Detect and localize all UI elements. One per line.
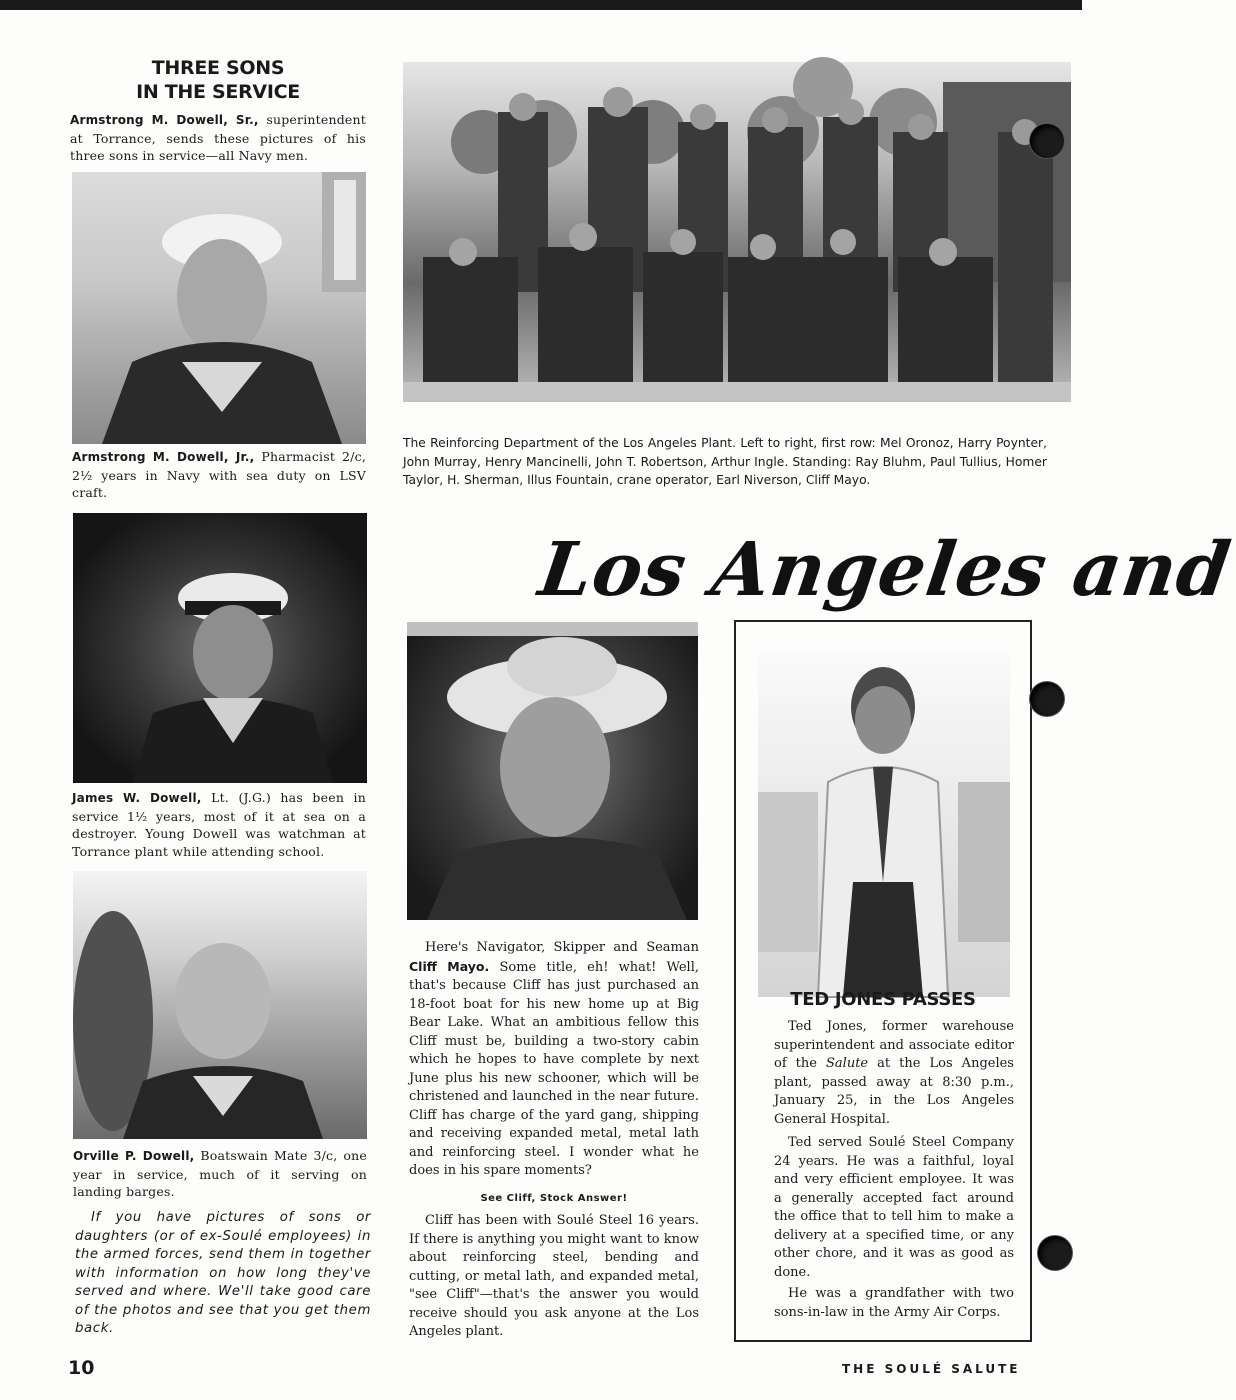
ted-jones-photo: [758, 652, 1010, 997]
cliff-lead-name: Cliff Mayo.: [409, 958, 490, 974]
armstrong-jr-caption: [72, 448, 366, 502]
armstrong-jr-photo: [72, 172, 366, 444]
intro-text: superintendent at Torrance, sends these pictures of his three sons in service—all Navy men.: [70, 112, 366, 163]
armstrong-jr-text: Pharmacist 2/c, 2½ years in Navy with sea duty on LSV craft.: [72, 449, 367, 500]
heading-line-2: IN THE SERVICE: [136, 81, 300, 103]
see-cliff-subhead: See Cliff, Stock Answer!: [480, 1193, 628, 1204]
group-photo-caption: The Reinforcing Department of the Los Angeles Plant. Left to right, first row: Mel Oronoz, Harry Poynter, John Murray, Henry Mancinelli, John T. Robertson, Arthur Ingle. Standing: Ray Bluhm, Paul Tullius, Homer Taylor, H. Sherman, Illus Fountain, crane operator, Earl Niverson, Cliff Mayo.: [403, 436, 1047, 487]
ted-jones-box: [734, 620, 1032, 1342]
james-text: Lt. (J.G.) has been in service 1½ years, most of it at sea on a destroyer. Young Dowell was watchman at Torrance plant while attending school.: [72, 790, 367, 859]
ted-paragraph-2: Ted served Soulé Steel Company 24 years. He was a faithful, loyal and very efficient employee. It was a generally accepted fact around the office that to tell him to make a delivery at a specified time, or any other chore, and it was as good as done.: [774, 1135, 1014, 1280]
cliff-mayo-photo: [407, 622, 698, 920]
orville-caption: [73, 1147, 367, 1201]
binder-hole-middle: [1030, 682, 1064, 716]
orville-name: Orville P. Dowell,: [73, 1149, 195, 1163]
ted-paragraph-1: [774, 1018, 1014, 1129]
binder-hole-top: [1030, 124, 1064, 158]
binder-hole-bottom: [1038, 1236, 1072, 1270]
cliff-lead-text: Here's Navigator, Skipper and Seaman: [425, 940, 699, 955]
ted-paragraph-1-b: at the Los Angeles plant, passed away at 8:30 p.m., January 25, in the Los Angeles General Hospital.: [774, 1056, 1014, 1127]
ted-paragraph-3: He was a grandfather with two sons-in-law in the Army Air Corps.: [774, 1286, 1014, 1320]
publication-masthead: THE SOULÉ SALUTE: [842, 1362, 1021, 1376]
ted-paragraph-1-a: Ted Jones, former warehouse superintendent and associate editor of the: [774, 1019, 1014, 1071]
orville-photo: [73, 871, 367, 1139]
three-sons-heading: [118, 56, 318, 104]
photo-request-note: If you have pictures of sons or daughters (or of ex-Soulé employees) in the armed forces, send them in together with information on how long they've served and where. We'll take good care of the photos and see that you get them back.: [75, 1210, 371, 1336]
cliff-paragraph-2: Cliff has been with Soulé Steel 16 years. If there is anything you might want to know about reinforcing steel, bending and cutting, or metal lath, and expanded metal, "see Cliff"—that's the answer you would receive should you ask anyone at the Los Angeles plant.: [409, 1213, 699, 1339]
page-number: 10: [68, 1357, 95, 1379]
salute-italic: Salute: [826, 1056, 869, 1071]
orville-text: Boatswain Mate 3/c, one year in service, much of it serving on landing barges.: [73, 1148, 367, 1199]
intro-paragraph: [70, 111, 366, 165]
cliff-paragraph-1-text: Some title, eh! what! Well, that's because Cliff has just purchased an 18-foot boat for his new home up at Big Bear Lake. What an ambitious fellow this Cliff must be, building a two-story cabin which he hopes to have complete by next June plus his new schooner, which will be christened and launched in the near future. Cliff has charge of the yard gang, shipping and receiving expanded metal, metal lath and reinforcing steel. I wonder what he does in his spare moments?: [409, 959, 700, 1178]
ted-jones-heading: TED JONES PASSES: [790, 989, 976, 1010]
armstrong-jr-name: Armstrong M. Dowell, Jr.,: [72, 450, 255, 464]
reinforcing-department-photo: [403, 62, 1071, 402]
intro-name: Armstrong M. Dowell, Sr.,: [70, 113, 259, 127]
top-edge-bar: [0, 0, 1082, 10]
heading-line-1: THREE SONS: [151, 57, 285, 79]
james-caption: [72, 789, 366, 860]
james-name: James W. Dowell,: [72, 791, 202, 805]
los-angeles-title: Los Angeles and: [533, 527, 1236, 613]
cliff-paragraph-1: [409, 939, 699, 1181]
james-photo: [73, 513, 367, 783]
